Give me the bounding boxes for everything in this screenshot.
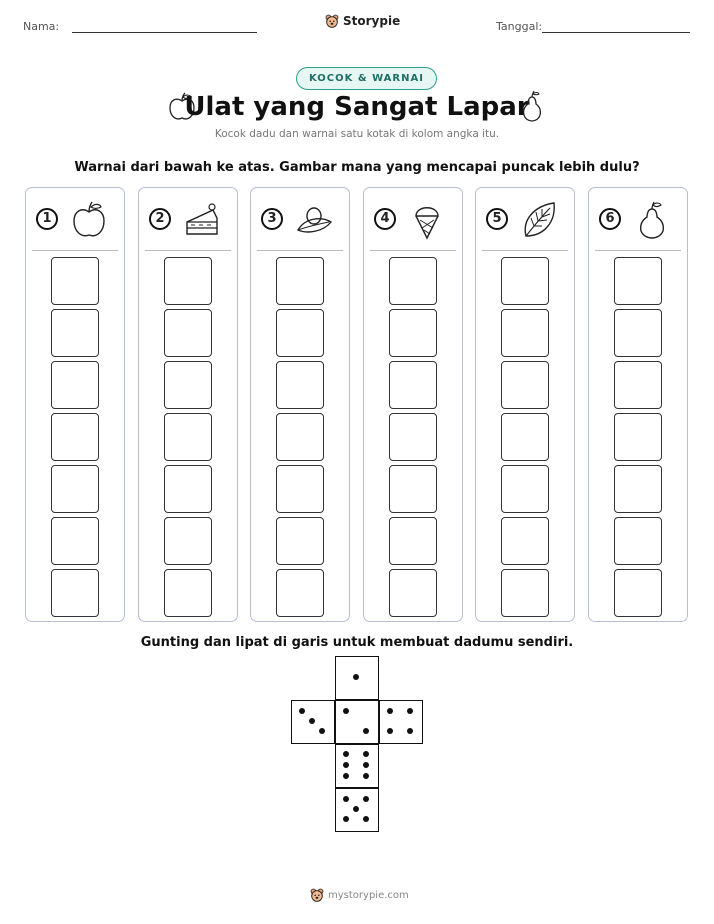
- pip: [343, 708, 349, 714]
- color-cell[interactable]: [51, 569, 99, 617]
- color-cell[interactable]: [276, 413, 324, 461]
- column-divider: [482, 250, 568, 251]
- color-cell[interactable]: [501, 257, 549, 305]
- color-cell[interactable]: [164, 517, 212, 565]
- column-divider: [595, 250, 681, 251]
- pip: [353, 674, 359, 680]
- column-1: [25, 187, 125, 622]
- color-cell[interactable]: [501, 309, 549, 357]
- column-4: [363, 187, 463, 622]
- pip: [387, 728, 393, 734]
- color-cell[interactable]: [51, 465, 99, 513]
- ice-cream-icon: [408, 200, 446, 240]
- color-cell[interactable]: [614, 413, 662, 461]
- color-cell[interactable]: [389, 413, 437, 461]
- die-face-3: [291, 700, 335, 744]
- egg-on-leaf-icon: [295, 200, 333, 240]
- column-number: 1: [36, 208, 58, 230]
- die-face-2: [335, 700, 379, 744]
- storypie-bear-icon: [310, 888, 324, 902]
- footer-site: mystorypie.com: [328, 889, 409, 901]
- color-cell[interactable]: [614, 309, 662, 357]
- pip: [363, 773, 369, 779]
- color-cell[interactable]: [51, 257, 99, 305]
- pip: [407, 728, 413, 734]
- column-divider: [145, 250, 231, 251]
- pip: [309, 718, 315, 724]
- pip: [363, 762, 369, 768]
- color-cell[interactable]: [51, 413, 99, 461]
- color-cell[interactable]: [501, 569, 549, 617]
- color-cell[interactable]: [51, 309, 99, 357]
- die-face-1: [335, 656, 379, 700]
- name-line[interactable]: [72, 32, 257, 33]
- color-cell[interactable]: [501, 413, 549, 461]
- color-cell[interactable]: [389, 465, 437, 513]
- color-cell[interactable]: [614, 465, 662, 513]
- pip: [363, 728, 369, 734]
- color-cell[interactable]: [614, 517, 662, 565]
- leaf-icon: [520, 200, 558, 240]
- pip: [407, 708, 413, 714]
- pip: [299, 708, 305, 714]
- activity-badge: KOCOK & WARNAI: [296, 67, 437, 90]
- column-number: 6: [599, 208, 621, 230]
- column-number: 3: [261, 208, 283, 230]
- footer: [310, 888, 409, 902]
- pip: [387, 708, 393, 714]
- column-3: [250, 187, 350, 622]
- coloring-instruction: Warnai dari bawah ke atas. Gambar mana yang mencapai puncak lebih dulu?: [74, 160, 640, 175]
- color-cell[interactable]: [276, 309, 324, 357]
- color-cell[interactable]: [164, 309, 212, 357]
- name-label: Nama:: [23, 20, 60, 33]
- color-cell[interactable]: [164, 465, 212, 513]
- color-cell[interactable]: [614, 361, 662, 409]
- column-5: [475, 187, 575, 622]
- brand-name: Storypie: [343, 14, 401, 28]
- color-cell[interactable]: [164, 257, 212, 305]
- apple-icon: [70, 200, 108, 240]
- color-cell[interactable]: [614, 257, 662, 305]
- color-cell[interactable]: [51, 361, 99, 409]
- column-number: 5: [486, 208, 508, 230]
- color-cell[interactable]: [501, 465, 549, 513]
- color-cell[interactable]: [501, 517, 549, 565]
- pip: [343, 773, 349, 779]
- color-cell[interactable]: [389, 517, 437, 565]
- color-cell[interactable]: [389, 569, 437, 617]
- column-number: 4: [374, 208, 396, 230]
- color-cell[interactable]: [276, 465, 324, 513]
- color-cell[interactable]: [164, 361, 212, 409]
- column-2: [138, 187, 238, 622]
- color-cell[interactable]: [164, 569, 212, 617]
- pip: [343, 762, 349, 768]
- die-face-4: [379, 700, 423, 744]
- column-divider: [370, 250, 456, 251]
- color-cell[interactable]: [276, 569, 324, 617]
- color-cell[interactable]: [276, 361, 324, 409]
- color-cell[interactable]: [164, 413, 212, 461]
- pear-outline-icon: [520, 90, 544, 122]
- color-cell[interactable]: [389, 361, 437, 409]
- column-divider: [257, 250, 343, 251]
- date-line[interactable]: [542, 32, 690, 33]
- pear-icon: [633, 200, 671, 240]
- pip: [319, 728, 325, 734]
- cake-slice-icon: [183, 200, 221, 240]
- storypie-bear-icon: [325, 14, 339, 28]
- pip: [343, 796, 349, 802]
- color-cell[interactable]: [614, 569, 662, 617]
- color-cell[interactable]: [51, 517, 99, 565]
- column-number: 2: [149, 208, 171, 230]
- page-title: Ulat yang Sangat Lapar: [184, 92, 530, 122]
- date-label: Tanggal:: [496, 20, 543, 33]
- pip: [343, 751, 349, 757]
- color-cell[interactable]: [276, 517, 324, 565]
- brand-logo: [325, 14, 400, 28]
- dice-instruction: Gunting dan lipat di garis untuk membuat dadumu sendiri.: [140, 635, 574, 650]
- color-cell[interactable]: [389, 309, 437, 357]
- pip: [363, 796, 369, 802]
- pip: [353, 806, 359, 812]
- color-cell[interactable]: [389, 257, 437, 305]
- pip: [343, 816, 349, 822]
- die-face-5: [335, 788, 379, 832]
- color-cell[interactable]: [501, 361, 549, 409]
- die-face-6: [335, 744, 379, 788]
- color-cell[interactable]: [276, 257, 324, 305]
- column-divider: [32, 250, 118, 251]
- pip: [363, 816, 369, 822]
- column-6: [588, 187, 688, 622]
- pip: [363, 751, 369, 757]
- page-subtitle: Kocok dadu dan warnai satu kotak di kolom angka itu.: [214, 128, 500, 140]
